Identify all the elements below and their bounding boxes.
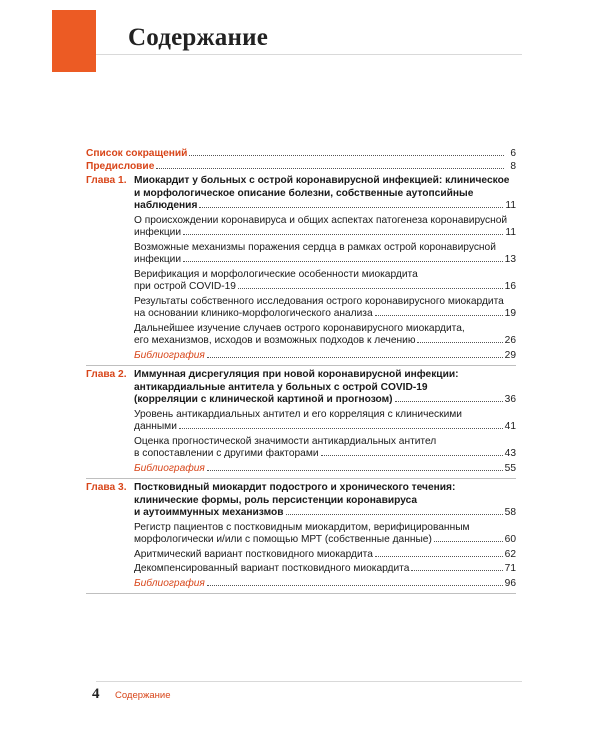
section-entry[interactable] <box>134 296 516 321</box>
leader-dots <box>183 234 503 235</box>
section-title-line: в сопоставлении с другими факторами <box>134 448 319 459</box>
leader-dots <box>434 541 503 542</box>
toc-page-number: 41 <box>504 421 516 432</box>
toc-page-number: 19 <box>504 308 516 319</box>
chapter-title-line: клинические формы, роль персистенции коронавируса <box>134 494 418 506</box>
chapter-label: Глава 1. <box>86 175 127 186</box>
leader-dots <box>189 155 504 156</box>
section-entry[interactable] <box>134 242 516 267</box>
toc-page-number: 11 <box>505 227 516 238</box>
leader-dots <box>395 401 503 402</box>
chapter-1[interactable] <box>86 175 516 213</box>
chapter-label: Глава 2. <box>86 369 127 380</box>
chapter-3[interactable] <box>86 482 516 520</box>
section-title-line: Регистр пациентов с постковидным миокардитом, верифицированным <box>134 521 470 533</box>
leader-dots <box>179 428 503 429</box>
section-entry[interactable] <box>134 436 516 461</box>
toc-page-number: 43 <box>504 448 516 459</box>
section-title-line: Уровень антикардиальных антител и его корреляция с клиническими <box>134 408 462 420</box>
bibliography-entry[interactable] <box>134 463 516 476</box>
toc-page-number: 16 <box>504 281 516 292</box>
toc-entry-title[interactable]: Предисловие <box>86 160 155 172</box>
section-title-line: при острой COVID-19 <box>134 281 236 292</box>
chapter-divider <box>86 593 516 594</box>
footer-rule <box>96 681 522 682</box>
section-title-line: Дальнейшее изучение случаев острого коронавирусного миокардита, <box>134 322 465 334</box>
section-entry[interactable] <box>134 269 516 294</box>
leader-dots <box>207 357 503 358</box>
bibliography-title[interactable]: Библиография <box>134 349 205 361</box>
section-title-line: морфологически и/или с помощью МРТ (собственные данные) <box>134 534 432 545</box>
toc-page-number: 71 <box>504 563 516 574</box>
toc-page-number: 13 <box>504 254 516 265</box>
section-entry[interactable] <box>134 323 516 348</box>
leader-dots <box>156 168 504 169</box>
title-rule <box>96 54 522 55</box>
section-entry[interactable] <box>134 522 516 547</box>
section-title-line: Верификация и морфологические особенности миокардита <box>134 268 418 280</box>
leader-dots <box>411 570 502 571</box>
chapter-title-line: антикардиальные антитела у больных с острой COVID-19 <box>134 381 428 393</box>
chapter-2[interactable] <box>86 369 516 407</box>
leader-dots <box>199 207 503 208</box>
toc-page-number: 60 <box>504 534 516 545</box>
leader-dots <box>286 514 503 515</box>
bibliography-entry[interactable] <box>134 578 516 591</box>
toc-entry-title[interactable]: Список сокращений <box>86 148 188 159</box>
leader-dots <box>375 556 503 557</box>
chapter-title-line: наблюдения <box>134 200 198 211</box>
page-title: Содержание <box>128 24 269 51</box>
section-title-line: на основании клинико-морфологического анализа <box>134 308 373 319</box>
chapter-title-line: Иммунная дисрегуляция при новой коронавирусной инфекции: <box>134 369 459 380</box>
toc-page-number: 36 <box>504 394 516 405</box>
section-entry[interactable] <box>134 549 516 562</box>
leader-dots <box>238 288 503 289</box>
section-title-line: инфекции <box>134 254 182 265</box>
running-footer: Содержание <box>115 690 171 701</box>
chapter-title-line: и аутоиммунных механизмов <box>134 507 284 518</box>
leader-dots <box>321 455 503 456</box>
bibliography-title[interactable]: Библиография <box>134 462 205 474</box>
leader-dots <box>207 585 503 586</box>
accent-block <box>52 10 96 72</box>
toc-entry-preface[interactable] <box>86 161 516 174</box>
chapter-title-line: и морфологическое описание болезни, собственные аутопсийные <box>134 187 474 199</box>
page-number: 4 <box>92 686 100 702</box>
section-entry[interactable] <box>134 215 516 240</box>
section-title-line: Декомпенсированный вариант постковидного миокардита <box>134 563 410 574</box>
toc-page-number: 6 <box>510 148 516 159</box>
section-title-line: Аритмический вариант постковидного миокардита <box>134 548 373 560</box>
toc-page-number: 58 <box>504 507 516 518</box>
toc-page-number: 55 <box>504 462 516 474</box>
section-entry[interactable] <box>134 409 516 434</box>
bibliography-entry[interactable] <box>134 350 516 363</box>
chapter-divider <box>86 478 516 479</box>
section-title-line: инфекции <box>134 227 182 238</box>
section-entry[interactable] <box>134 563 516 576</box>
section-title-line: Результаты собственного исследования острого коронавирусного миокардита <box>134 295 504 307</box>
toc-page-number: 29 <box>504 349 516 361</box>
toc-page-number: 26 <box>504 335 516 346</box>
table-of-contents <box>86 148 516 597</box>
chapter-title-line: (корреляции с клинической картиной и прогнозом) <box>134 394 393 405</box>
leader-dots <box>417 342 502 343</box>
section-title-line: Возможные механизмы поражения сердца в рамках острой коронавирусной <box>134 241 496 253</box>
section-title-line: данными <box>134 421 177 432</box>
chapter-title-line: Постковидный миокардит подострого и хронического течения: <box>134 482 456 493</box>
leader-dots <box>207 470 503 471</box>
leader-dots <box>183 261 503 262</box>
section-title-line: его механизмов, исходов и возможных подходов к лечению <box>134 335 416 346</box>
toc-page-number: 8 <box>510 160 516 172</box>
chapter-label: Глава 3. <box>86 482 127 493</box>
section-title-line: О происхождении коронавируса и общих аспектах патогенеза коронавирусной <box>134 214 508 226</box>
toc-entry-abbreviations[interactable] <box>86 148 516 161</box>
leader-dots <box>375 315 503 316</box>
section-title-line: Оценка прогностической значимости антикардиальных антител <box>134 435 437 447</box>
chapter-divider <box>86 365 516 366</box>
toc-page-number: 62 <box>504 548 516 560</box>
toc-page-number: 96 <box>504 577 516 589</box>
bibliography-title[interactable]: Библиография <box>134 577 205 589</box>
toc-page-number: 11 <box>505 200 516 211</box>
chapter-title-line: Миокардит у больных с острой коронавирусной инфекцией: клиническое <box>134 175 510 186</box>
